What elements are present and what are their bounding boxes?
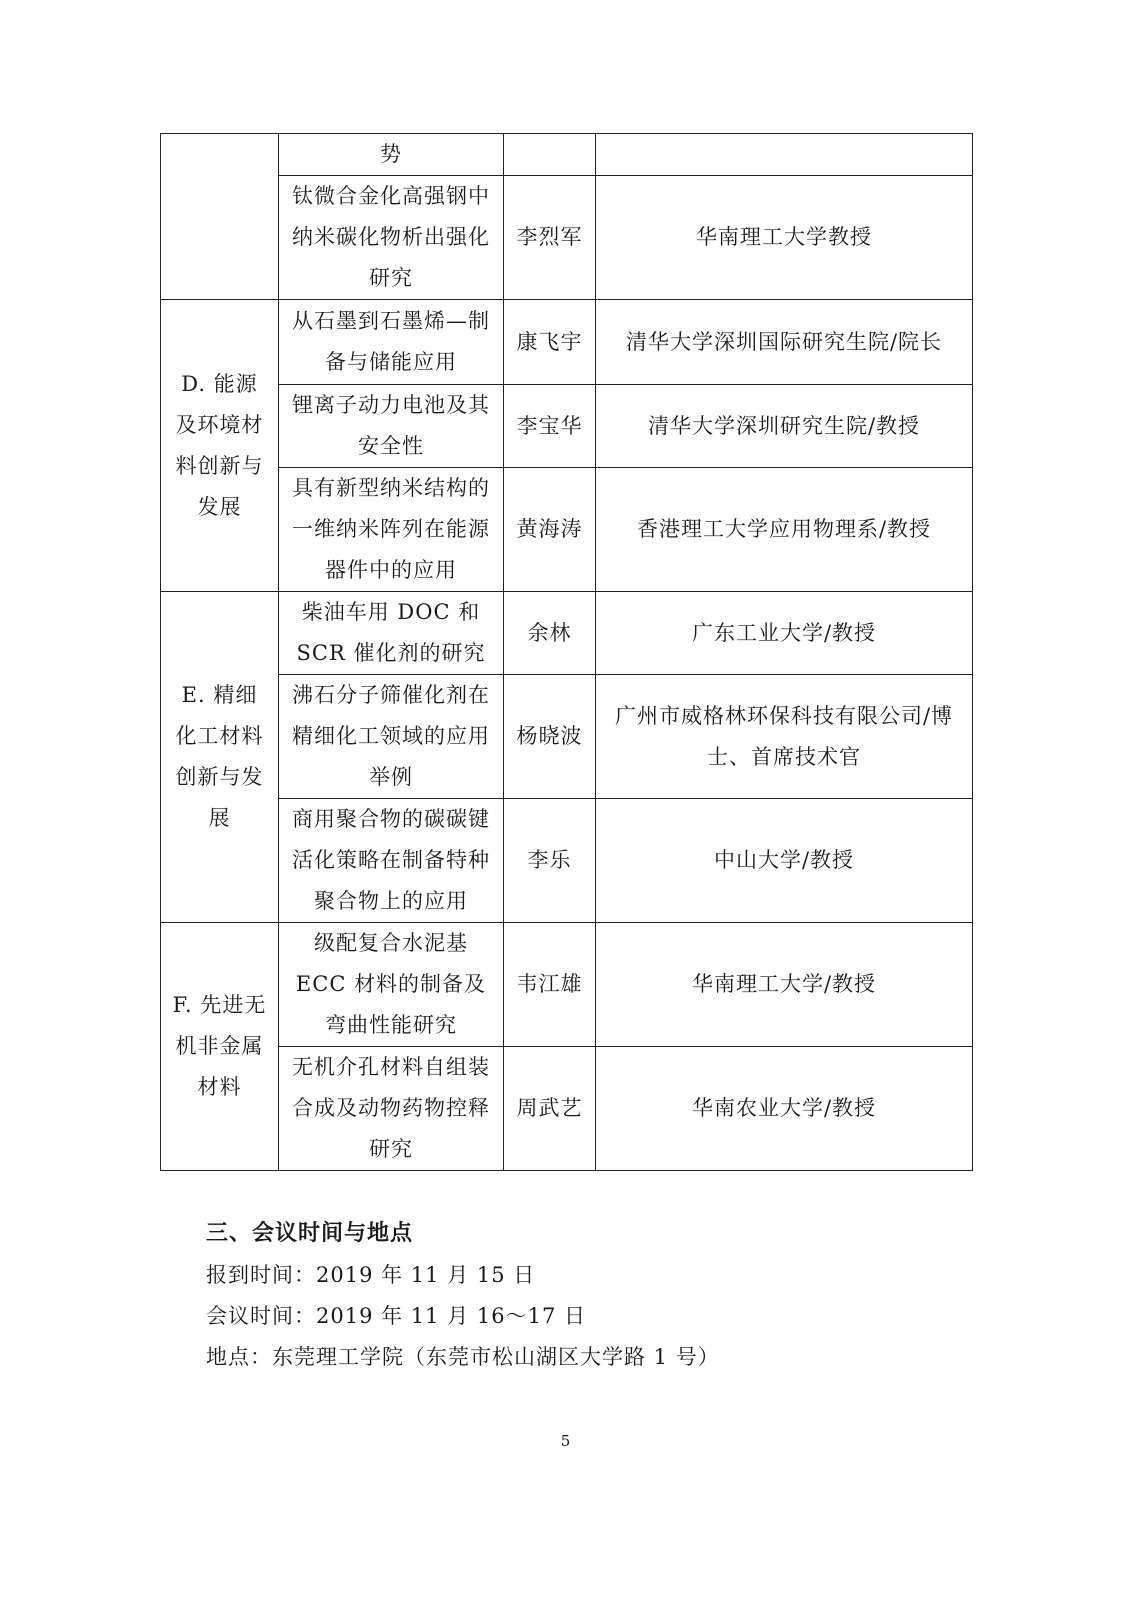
speaker-cell [504, 134, 596, 176]
speaker-cell: 李乐 [504, 799, 596, 923]
affiliation-cell: 清华大学深圳研究生院/教授 [596, 385, 973, 468]
topic-cell: 势 [279, 134, 504, 176]
speaker-cell: 李烈军 [504, 176, 596, 300]
affiliation-cell: 中山大学/教授 [596, 799, 973, 923]
affiliation-cell: 华南理工大学教授 [596, 176, 973, 300]
table-row [161, 923, 973, 1047]
table-row [161, 675, 973, 799]
table-row [161, 592, 973, 675]
topic-cell: 柴油车用 DOC 和 SCR 催化剂的研究 [279, 592, 504, 675]
affiliation-cell: 广东工业大学/教授 [596, 592, 973, 675]
session-cell: D. 能源及环境材料创新与发展 [161, 300, 279, 592]
session-cell: E. 精细化工材料创新与发展 [161, 592, 279, 923]
session-cell [161, 134, 279, 300]
topic-cell: 沸石分子筛催化剂在精细化工领域的应用举例 [279, 675, 504, 799]
table-row [161, 799, 973, 923]
speaker-cell: 韦江雄 [504, 923, 596, 1047]
topic-cell: 无机介孔材料自组装合成及动物药物控释研究 [279, 1047, 504, 1171]
schedule-table [160, 133, 973, 1171]
topic-cell: 具有新型纳米结构的一维纳米阵列在能源器件中的应用 [279, 468, 504, 592]
registration-time: 报到时间：2019 年 11 月 15 日 [206, 1263, 536, 1287]
table-row [161, 1047, 973, 1171]
topic-cell: 商用聚合物的碳碳键活化策略在制备特种聚合物上的应用 [279, 799, 504, 923]
table-row [161, 385, 973, 468]
table-row [161, 176, 973, 300]
affiliation-cell [596, 134, 973, 176]
affiliation-cell: 华南农业大学/教授 [596, 1047, 973, 1171]
page-number: 5 [560, 1432, 571, 1450]
affiliation-cell: 清华大学深圳国际研究生院/院长 [596, 300, 973, 385]
topic-cell: 锂离子动力电池及其安全性 [279, 385, 504, 468]
table-row [161, 134, 973, 176]
speaker-cell: 黄海涛 [504, 468, 596, 592]
speaker-cell: 余林 [504, 592, 596, 675]
affiliation-cell: 华南理工大学/教授 [596, 923, 973, 1047]
speaker-cell: 康飞宇 [504, 300, 596, 385]
session-cell: F. 先进无机非金属材料 [161, 923, 279, 1171]
affiliation-cell: 香港理工大学应用物理系/教授 [596, 468, 973, 592]
meeting-venue: 地点：东莞理工学院（东莞市松山湖区大学路 1 号） [206, 1345, 720, 1369]
speaker-cell: 李宝华 [504, 385, 596, 468]
section-heading: 三、会议时间与地点 [206, 1221, 414, 1246]
table-row [161, 300, 973, 385]
speaker-cell: 周武艺 [504, 1047, 596, 1171]
speaker-cell: 杨晓波 [504, 675, 596, 799]
table-row [161, 468, 973, 592]
meeting-time: 会议时间：2019 年 11 月 16～17 日 [206, 1304, 586, 1328]
topic-cell: 级配复合水泥基 ECC 材料的制备及弯曲性能研究 [279, 923, 504, 1047]
topic-cell: 从石墨到石墨烯—制备与储能应用 [279, 300, 504, 385]
topic-cell: 钛微合金化高强钢中纳米碳化物析出强化研究 [279, 176, 504, 300]
affiliation-cell: 广州市威格林环保科技有限公司/博士、首席技术官 [596, 675, 973, 799]
